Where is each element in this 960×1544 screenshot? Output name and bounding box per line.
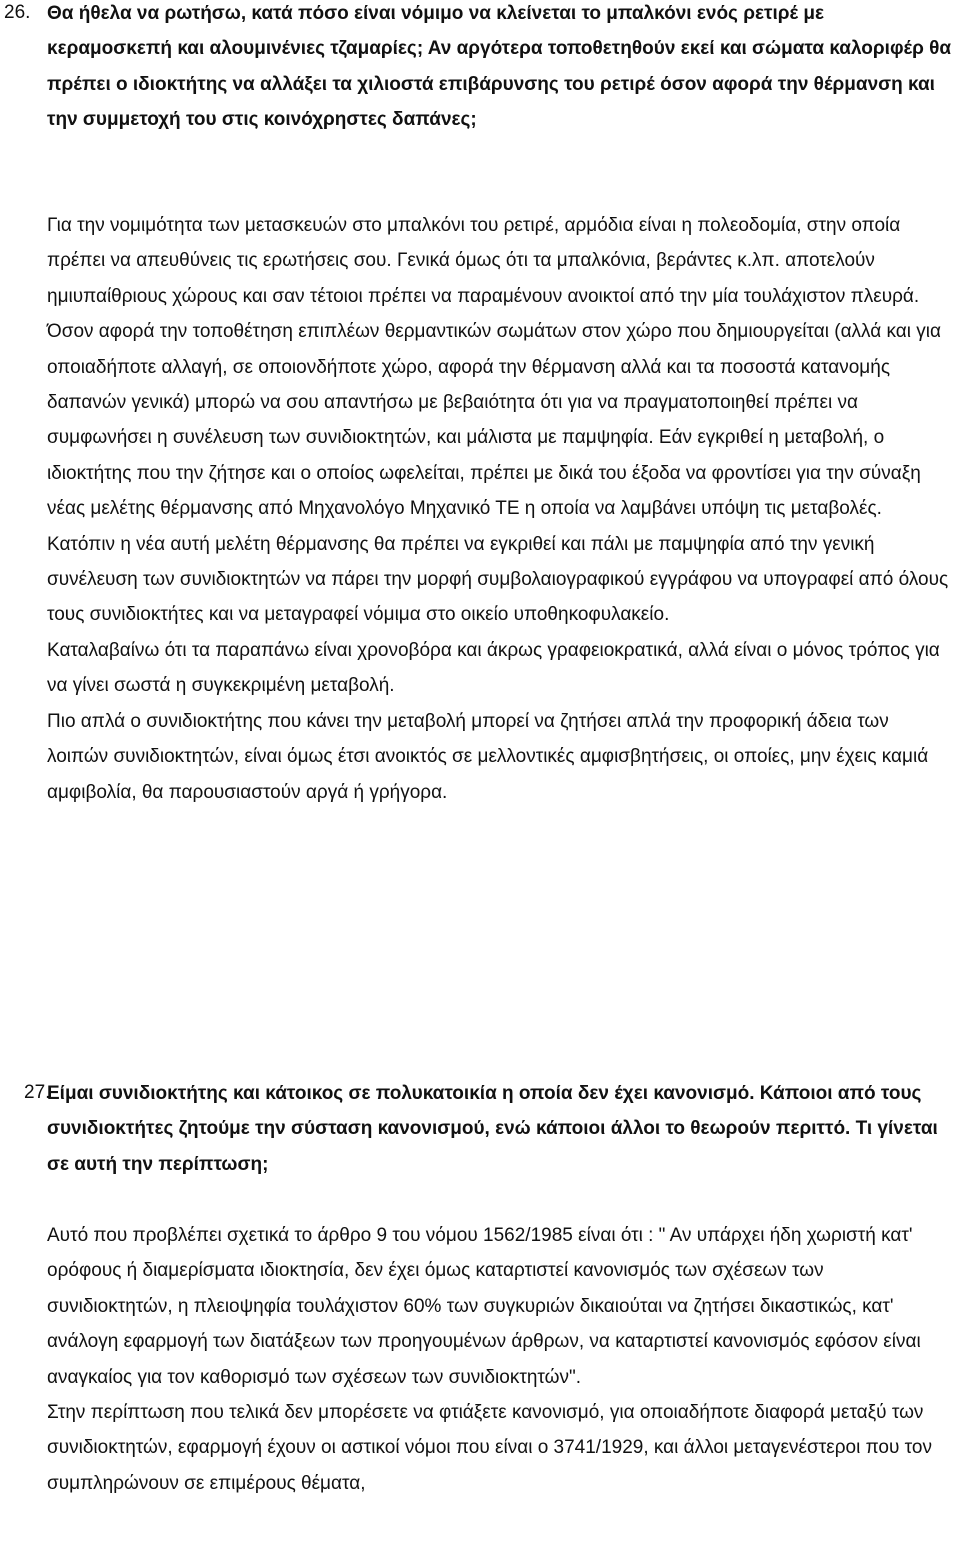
- answer-27-paragraph-2: Στην περίπτωση που τελικά δεν μπορέσετε να φτιάξετε κανονισμό, για οποιαδήποτε διαφορά μεταξύ των συνιδιοκτητών, εφαρμογή έχουν οι αστικοί νόμοι που είναι ο 3741/1929, και άλλοι μεταγενέστεροι που τον συμπληρώνουν σε επιμέρους θέματα,: [47, 1402, 932, 1494]
- answer-26-paragraph-4: Πιο απλά ο συνιδιοκτήτης που κάνει την μεταβολή μπορεί να ζητήσει απλά την προφορική άδεια των λοιπών συνιδιοκτητών, είναι όμως έτσι ανοικτός σε μελλοντικές αμφισβητήσεις, οι οποίες, μην έχεις καμιά αμφιβολία, θα παρουσιαστούν αργά ή γρήγορα.: [47, 710, 929, 803]
- answer-26-paragraph-1: Για την νομιμότητα των μετασκευών στο μπαλκόνι του ρετιρέ, αρμόδια είναι η πολεοδομία, στην οποία πρέπει να απευθύνεις τις ερωτήσεις σου. Γενικά όμως ότι τα μπαλκόνια, βεράντες κ.λπ. αποτελούν ημιυπαίθριους χώρους και σαν τέτοιοι πρέπει να παραμένουν ανοικτοί από την μία τουλάχιστον πλευρά.: [47, 215, 920, 307]
- answer-26-paragraph-3: Καταλαβαίνω ότι τα παραπάνω είναι χρονοβόρα και άκρως γραφειοκρατικά, αλλά είναι ο μόνος τρόπος για να γίνει σωστά η συγκεκριμένη μεταβολή.: [47, 639, 940, 697]
- question-number-27: 27.: [24, 1082, 51, 1103]
- answer-27: [47, 1218, 952, 1501]
- answer-27-paragraph-1: Αυτό που προβλέπει σχετικά το άρθρο 9 του νόμου 1562/1985 είναι ότι : " Αν υπάρχει ήδη χωριστή κατ' ορόφους ή διαμερίσματα ιδιοκτησία, δεν έχει όμως καταρτιστεί κανονισμός των σχέσεων των συνιδιοκτητών, η πλειοψηφία τουλάχιστον 60% των συγκυριών δικαιούται να ζητήσει δικαστικώς, κατ' ανάλογη εφαρμογή των διατάξεων των προηγουμένων άρθρων, να καταρτιστεί κανονισμός εφόσον είναι αναγκαίος για τον καθορισμό των σχέσεων των συνιδιοκτητών".: [47, 1225, 921, 1388]
- question-number-26: 26.: [4, 2, 31, 23]
- answer-26: [47, 208, 952, 810]
- question-27-text: Είμαι συνιδιοκτήτης και κάτοικος σε πολυκατοικία η οποία δεν έχει κανονισμό. Κάποιοι από τους συνιδιοκτήτες ζητούμε την σύσταση κανονισμού, ενώ κάποιοι άλλοι το θεωρούν περιττό. Τι γίνεται σε αυτή την περίπτωση;: [47, 1083, 938, 1175]
- question-26-text: Θα ήθελα να ρωτήσω, κατά πόσο είναι νόμιμο να κλείνεται το μπαλκόνι ενός ρετιρέ με κεραμοσκεπή και αλουμινένιες τζαμαρίες; Αν αργότερα τοποθετηθούν εκεί και σώματα καλοριφέρ θα πρέπει ο ιδιοκτήτης να αλλάξει τα χιλιοστά επιβάρυνσης του ρετιρέ όσον αφορά την θέρμανση και την συμμετοχή του στις κοινόχρηστες δαπάνες;: [47, 3, 952, 131]
- answer-26-paragraph-2: Όσον αφορά την τοποθέτηση επιπλέων θερμαντικών σωμάτων στον χώρο που δημιουργείται (αλλά και για οποιαδήποτε αλλαγή, σε οποιονδήποτε χώρο, αφορά την θέρμανση αλλά και τα ποσοστά κατανομής δαπανών γενικά) μπορώ να σου απαντήσω με βεβαιότητα ότι για να πραγματοποιηθεί πρέπει να συμφωνήσει η συνέλευση των συνιδιοκτητών, και μάλιστα με παμψηφία. Εάν εγκριθεί η μεταβολή, ο ιδιοκτήτης που την ζήτησε και ο οποίος ωφελείται, πρέπει με δικά του έξοδα να φροντίσει για την σύναξη νέας μελέτης θέρμανσης από Μηχανολόγο Μηχανικό ΤΕ η οποία να λαμβάνει υπόψη τις μεταβολές. Κατόπιν η νέα αυτή μελέτη θέρμανσης θα πρέπει να εγκριθεί και πάλι με παμψηφία από την γενική συνέλευση των συνιδιοκτητών να πάρει την μορφή συμβολαιογραφικού εγγράφου να υπογραφεί από όλους τους συνιδιοκτήτες και να μεταγραφεί νόμιμα στο οικείο υποθηκοφυλακείο.: [47, 321, 949, 626]
